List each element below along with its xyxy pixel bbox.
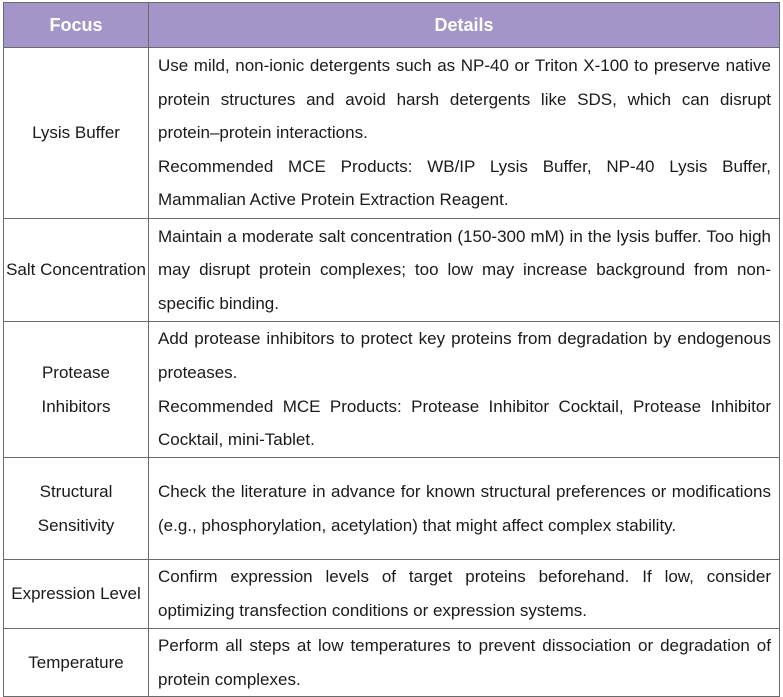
- details-cell: [149, 322, 780, 458]
- header-details: Details: [149, 3, 780, 48]
- focus-details-table: [3, 2, 780, 697]
- table-row: [4, 48, 780, 219]
- details-cell: [149, 629, 780, 697]
- table-row: [4, 560, 780, 629]
- header-focus: Focus: [4, 3, 149, 48]
- details-paragraph: Recommended MCE Products: Protease Inhibitor Cocktail, Protease Inhibitor Cocktail, mini-Tablet.: [158, 396, 771, 450]
- details-paragraph: Check the literature in advance for known structural preferences or modifications (e.g., phosphorylation, acetylation) that might affect complex stability.: [158, 481, 771, 535]
- details-paragraph: Recommended MCE Products: WB/IP Lysis Buffer, NP-40 Lysis Buffer, Mammalian Active Protein Extraction Reagent.: [158, 156, 771, 210]
- table-row: [4, 458, 780, 560]
- details-paragraph: Perform all steps at low temperatures to prevent dissociation or degradation of protein complexes.: [158, 636, 771, 689]
- table-row: [4, 322, 780, 458]
- focus-cell: Protease Inhibitors: [4, 322, 149, 458]
- focus-cell: Salt Concentration: [4, 219, 149, 322]
- details-cell: [149, 48, 780, 219]
- header-row: [4, 3, 780, 48]
- details-paragraph: Maintain a moderate salt concentration (150-300 mM) in the lysis buffer. Too high may disrupt protein complexes; too low may increase background from non-specific binding.: [158, 226, 771, 313]
- details-cell: [149, 560, 780, 629]
- details-paragraph: Add protease inhibitors to protect key proteins from degradation by endogenous proteases.: [158, 329, 771, 382]
- focus-cell: Lysis Buffer: [4, 48, 149, 219]
- details-cell: [149, 219, 780, 322]
- table-row: [4, 219, 780, 322]
- details-paragraph: Use mild, non-ionic detergents such as NP-40 or Triton X-100 to preserve native protein structures and avoid harsh detergents like SDS, which can disrupt protein–protein interactions.: [158, 56, 771, 143]
- focus-cell: Expression Level: [4, 560, 149, 629]
- focus-cell: Temperature: [4, 629, 149, 697]
- focus-cell: Structural Sensitivity: [4, 458, 149, 560]
- details-paragraph: Confirm expression levels of target proteins beforehand. If low, consider optimizing transfection conditions or expression systems.: [158, 567, 771, 620]
- details-cell: [149, 458, 780, 560]
- table-row: [4, 629, 780, 697]
